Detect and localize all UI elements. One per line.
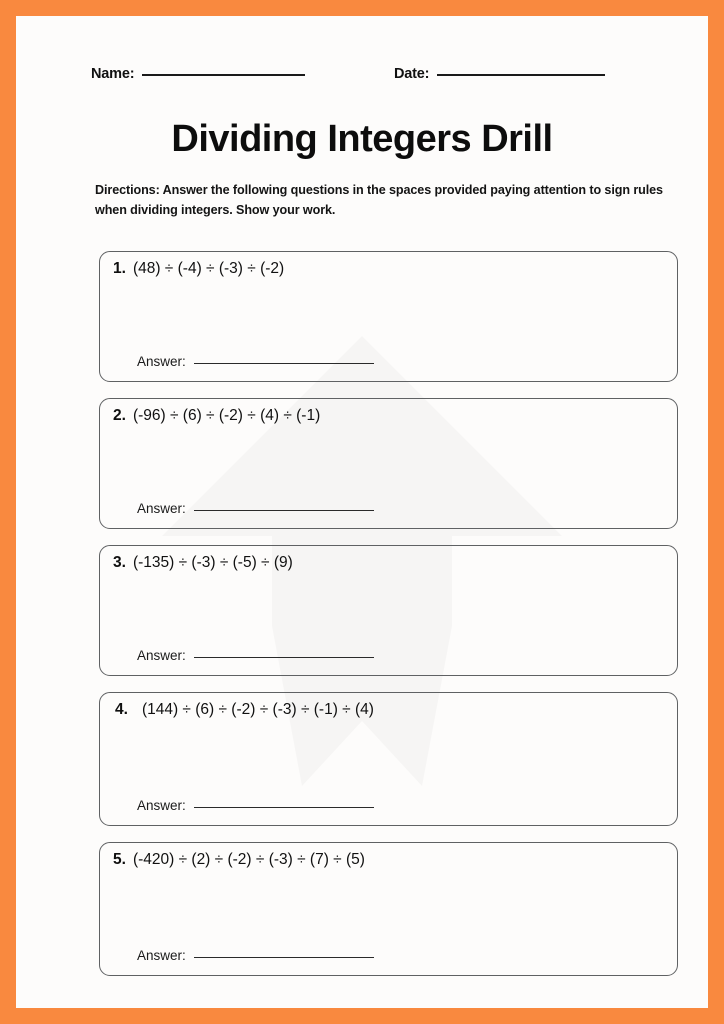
name-field[interactable]	[91, 66, 305, 82]
answer-write-line-1[interactable]	[194, 363, 374, 364]
name-label: Name:	[91, 66, 135, 82]
answer-write-line-4[interactable]	[194, 807, 374, 808]
problem-box-1[interactable]	[99, 251, 678, 382]
answer-field-5[interactable]	[137, 948, 374, 963]
problem-statement-4	[115, 701, 374, 719]
problem-box-4[interactable]	[99, 692, 678, 826]
problem-box-3[interactable]	[99, 545, 678, 676]
problem-expression-4: (144) ÷ (6) ÷ (-2) ÷ (-3) ÷ (-1) ÷ (4)	[141, 701, 374, 718]
answer-field-3[interactable]	[137, 648, 374, 663]
answer-write-line-3[interactable]	[194, 657, 374, 658]
problem-statement-5	[113, 851, 365, 869]
problem-box-2[interactable]	[99, 398, 678, 529]
answer-label-3: Answer:	[137, 648, 186, 663]
problem-number-4: 4.	[115, 701, 128, 718]
problem-number-5: 5.	[113, 851, 126, 868]
date-label: Date:	[394, 66, 430, 82]
answer-field-4[interactable]	[137, 798, 374, 813]
problem-expression-2: (-96) ÷ (6) ÷ (-2) ÷ (4) ÷ (-1)	[132, 407, 321, 424]
date-field[interactable]	[394, 66, 605, 82]
name-write-line[interactable]	[142, 74, 305, 76]
problem-statement-3	[113, 554, 293, 572]
problem-statement-1	[113, 260, 284, 278]
directions-text: Directions: Answer the following questions in the spaces provided paying attention to sign rules when dividing integers. Show your work.	[95, 183, 663, 217]
answer-label-1: Answer:	[137, 354, 186, 369]
answer-write-line-5[interactable]	[194, 957, 374, 958]
problem-expression-5: (-420) ÷ (2) ÷ (-2) ÷ (-3) ÷ (7) ÷ (5)	[132, 851, 365, 868]
problem-box-5[interactable]	[99, 842, 678, 976]
orange-page-border	[6, 6, 718, 1018]
answer-label-2: Answer:	[137, 501, 186, 516]
problem-expression-1: (48) ÷ (-4) ÷ (-3) ÷ (-2)	[132, 260, 285, 277]
answer-write-line-2[interactable]	[194, 510, 374, 511]
problem-number-2: 2.	[113, 407, 126, 424]
answer-field-1[interactable]	[137, 354, 374, 369]
answer-label-4: Answer:	[137, 798, 186, 813]
page-title: Dividing Integers Drill	[171, 118, 553, 160]
answer-field-2[interactable]	[137, 501, 374, 516]
answer-label-5: Answer:	[137, 948, 186, 963]
name-date-row	[91, 66, 681, 92]
problem-number-3: 3.	[113, 554, 126, 571]
worksheet-sheet	[26, 26, 698, 998]
problem-list	[99, 251, 678, 992]
problem-number-1: 1.	[113, 260, 126, 277]
problem-expression-3: (-135) ÷ (-3) ÷ (-5) ÷ (9)	[132, 554, 293, 571]
date-write-line[interactable]	[437, 74, 605, 76]
problem-statement-2	[113, 407, 320, 425]
